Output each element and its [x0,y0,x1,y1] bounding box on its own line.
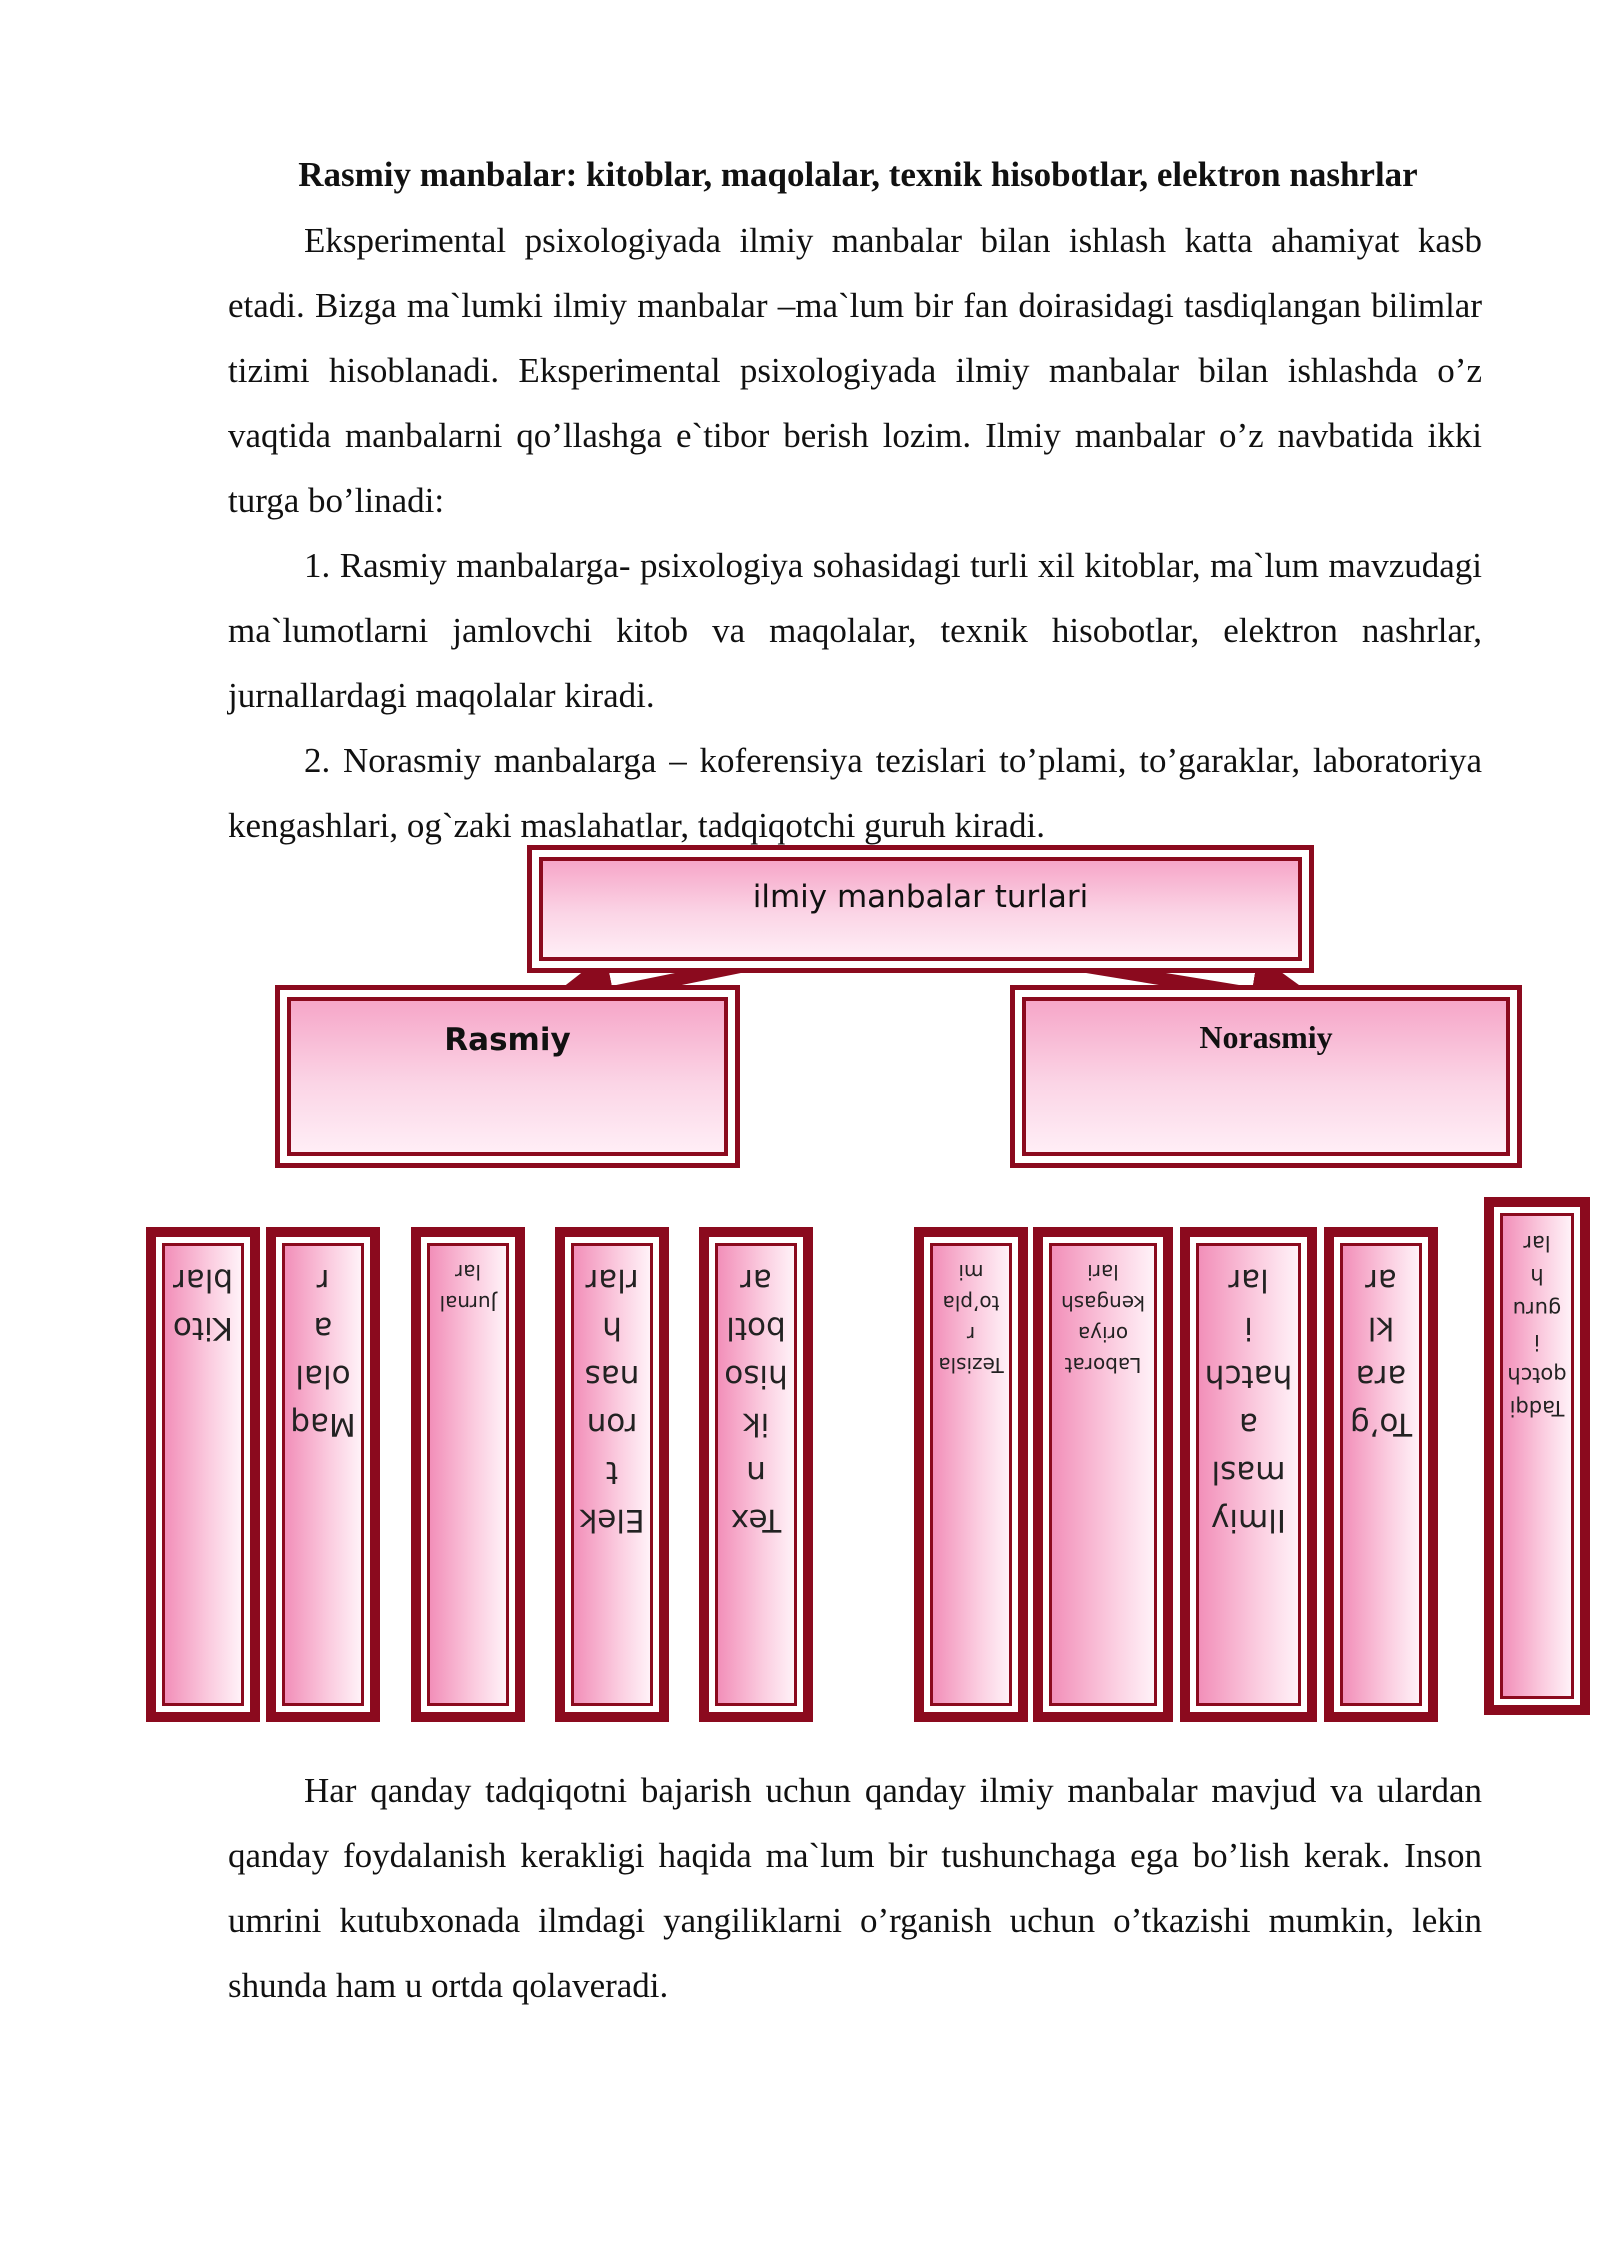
leaf-kitoblar [146,1227,260,1722]
root-node-label: ilmiy manbalar turlari [539,857,1302,961]
rasmiy-node [275,985,740,1168]
leaf-togaraklar [1324,1227,1438,1722]
leaf-ilmiy-maslahatchilar [1180,1227,1317,1722]
paragraph-conclusion: Har qanday tadqiqotni bajarish uchun qanday ilmiy manbalar mavjud va ulardan qanday foydalanish kerakligi haqida ma`lum bir tushunchaga ega bo’lish kerak. Inson umrini kutubxonada ilmdagi yangiliklarni o’rganish uchun o’tkazishi mumkin, lekin shunda ham u ortda qolaveradi. [228,1771,1482,2005]
paragraph-rasmiy: 1. Rasmiy manbalarga- psixologiya sohasidagi turli xil kitoblar, ma`lum mavzudagi ma`lumotlarni jamlovchi kitob va maqolalar, texnik hisobotlar, elektron nashrlar, jurnallardagi maqolalar kiradi. [228,546,1482,715]
leaf-label: Elekt ron nash rlar [579,1262,645,1538]
leaf-fill [1500,1213,1574,1699]
leaf-maqolalar [266,1227,380,1722]
leaf-label: Texn ik hiso botl ar [724,1262,788,1538]
paragraph-intro: Eksperimental psixologiyada ilmiy manbalar bilan ishlash katta ahamiyat kasb etadi. Bizga ma`lumki ilmiy manbalar –ma`lum bir fan doirasidagi tasdiqlangan bilimlar tizimi hisoblanadi. Eksperimental psixologiyada ilmiy manbalar bilan ishlashda o’z vaqtida manbalarni qo’llashga e`tibor berish lozim. Ilmiy manbalar o’z navbatida ikki turga bo’linadi: [228,221,1482,520]
leaf-tadqiqotchi-guruh [1484,1197,1590,1715]
leaf-fill [1340,1243,1422,1706]
leaf-label: To’g arakl ar [1349,1262,1413,1442]
leaf-label: Ilmiy masla hatchi lar [1204,1262,1293,1538]
leaf-laboratoriya [1033,1227,1173,1722]
rasmiy-node-label: Rasmiy [287,997,728,1156]
leaf-fill [1049,1243,1157,1706]
leaf-label: Tezisla r to’pla mi [938,1260,1004,1377]
leaf-label: Jurnal lar [439,1260,497,1315]
leaf-jurnallar [411,1227,525,1722]
leaf-fill [282,1243,364,1706]
norasmiy-node [1010,985,1522,1168]
leaf-fill [571,1243,653,1706]
leaf-label: Tadqi qotchi guruh lar [1507,1231,1567,1420]
leaf-fill [162,1243,244,1706]
leaf-fill [427,1243,509,1706]
sources-diagram [0,845,1600,1745]
leaf-label: Kito blar [172,1262,234,1346]
leaf-elektron-nashrlar [555,1227,669,1722]
leaf-fill [715,1243,797,1706]
paragraph-norasmiy: 2. Norasmiy manbalarga – koferensiya tezislari to’plami, to’garaklar, laboratoriya kengashlari, og`zaki maslahatlar, tadqiqotchi guruh kiradi. [228,741,1482,845]
norasmiy-node-label: Norasmiy [1022,997,1510,1156]
leaf-label: Maq olala r [290,1262,356,1442]
leaf-tezislar [914,1227,1028,1722]
leaf-texnik-hisobotlar [699,1227,813,1722]
leaf-fill [930,1243,1012,1706]
root-node [527,845,1314,973]
leaf-label: Laborat oriya kengash lari [1061,1260,1145,1377]
leaf-fill [1196,1243,1301,1706]
section-heading: Rasmiy manbalar: kitoblar, maqolalar, texnik hisobotlar, elektron nashrlar [298,155,1418,194]
